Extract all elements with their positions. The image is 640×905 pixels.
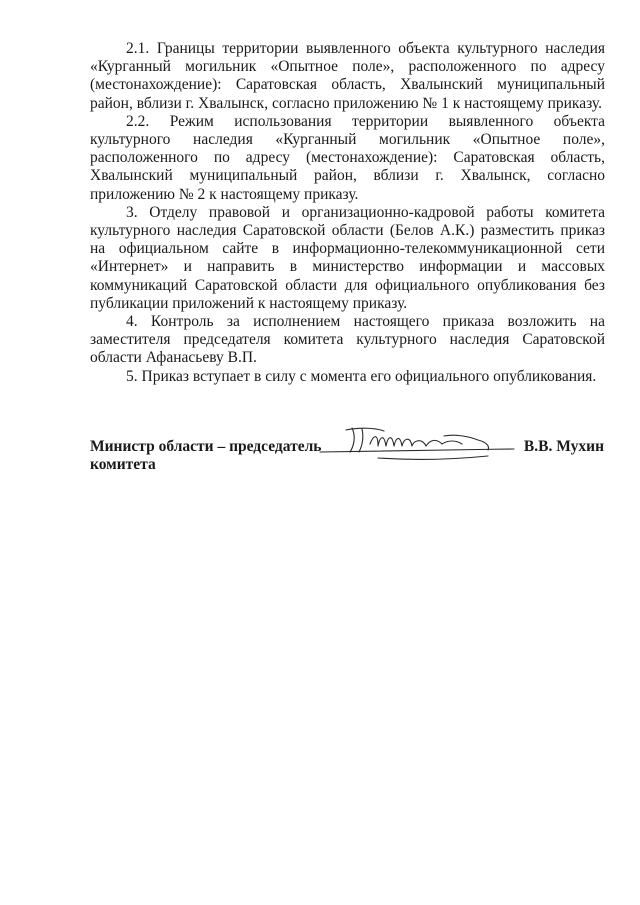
signatory-title: Министр области – председатель комитета xyxy=(90,438,322,473)
paragraph-4: 4. Контроль за исполнением настоящего приказа возложить на заместителя председателя комитета культурного наследия Саратовской области Афанасьеву В.П. xyxy=(90,313,605,367)
paragraph-2-1: 2.1. Границы территории выявленного объекта культурного наследия «Курганный могильник «Опытное поле», расположенного по адресу (местонахождение): Саратовская область, Хвалынский муниципальный район, вблизи г. Хвалынск, согласно приложению № 1 к настоящему приказу. xyxy=(90,40,605,112)
paragraph-2-2: 2.2. Режим использования территории выявленного объекта культурного наследия «Курганный могильник «Опытное поле», расположенного по адресу (местонахождение): Саратовская область, Хвалынский муниципальный район, вблизи г. Хвалынск, согласно приложению № 2 к настоящему приказу. xyxy=(90,112,605,203)
document-body xyxy=(90,40,605,386)
paragraph-3: 3. Отделу правовой и организационно-кадровой работы комитета культурного наследия Саратовской области (Белов А.К.) разместить приказ на официальном сайте в информационно-телекоммуникационной сети «Интернет» и направить в министерство информации и массовых коммуникаций Саратовской области для официального опубликования без публикации приложений к настоящему приказу. xyxy=(90,203,605,312)
signature-block xyxy=(90,432,610,482)
signatory-name: В.В. Мухин xyxy=(523,438,604,455)
paragraph-5: 5. Приказ вступает в силу с момента его официального опубликования. xyxy=(126,367,597,385)
handwritten-signature-icon xyxy=(318,422,518,470)
